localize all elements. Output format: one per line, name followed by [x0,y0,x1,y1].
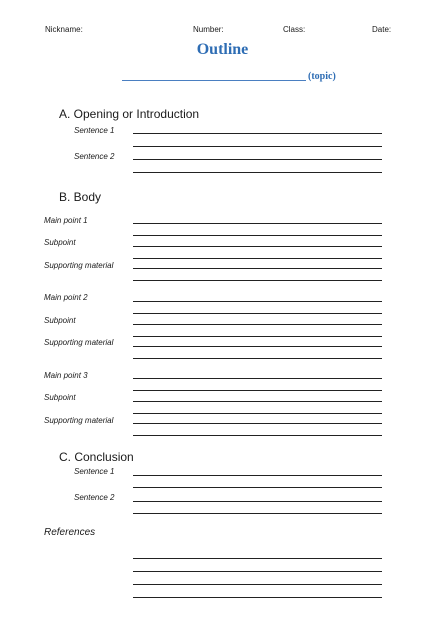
writing-line[interactable] [133,235,382,236]
subpoint-label: Subpoint [44,316,76,325]
writing-line[interactable] [133,423,382,424]
subpoint-label: Subpoint [44,393,76,402]
conclusion-sentence2-label: Sentence 2 [74,493,115,502]
writing-line[interactable] [133,301,382,302]
writing-line[interactable] [133,571,382,572]
topic-blank-line[interactable] [122,80,306,81]
writing-line[interactable] [133,401,382,402]
writing-line[interactable] [133,390,382,391]
topic-label: (topic) [308,71,336,82]
writing-line[interactable] [133,324,382,325]
page-title: Outline [196,41,249,58]
supporting-material-label: Supporting material [44,416,114,425]
writing-line[interactable] [133,487,382,488]
conclusion-sentence1-label: Sentence 1 [74,467,115,476]
number-label: Number: [193,25,224,34]
main-point-1-label: Main point 1 [44,216,88,225]
writing-line[interactable] [133,133,382,134]
writing-line[interactable] [133,597,382,598]
date-label: Date: [372,25,392,34]
writing-line[interactable] [133,413,382,414]
writing-line[interactable] [133,146,382,147]
writing-line[interactable] [133,223,382,224]
writing-line[interactable] [133,378,382,379]
opening-heading: A. Opening or Introduction [59,107,200,121]
writing-line[interactable] [133,435,382,436]
class-label: Class: [283,25,306,34]
writing-line[interactable] [133,336,382,337]
nickname-label: Nickname: [45,25,83,34]
writing-line[interactable] [133,558,382,559]
opening-sentence2-label: Sentence 2 [74,152,115,161]
writing-line[interactable] [133,346,382,347]
subpoint-label: Subpoint [44,238,76,247]
writing-line[interactable] [133,280,382,281]
writing-line[interactable] [133,475,382,476]
writing-line[interactable] [133,358,382,359]
writing-line[interactable] [133,313,382,314]
writing-line[interactable] [133,172,382,173]
main-point-3-label: Main point 3 [44,371,88,380]
writing-line[interactable] [133,159,382,160]
main-point-2-label: Main point 2 [44,293,88,302]
writing-line[interactable] [133,258,382,259]
references-heading: References [44,527,96,538]
supporting-material-label: Supporting material [44,261,114,270]
writing-line[interactable] [133,246,382,247]
opening-sentence1-label: Sentence 1 [74,126,115,135]
writing-line[interactable] [133,584,382,585]
conclusion-heading: C. Conclusion [59,450,134,464]
writing-line[interactable] [133,268,382,269]
supporting-material-label: Supporting material [44,338,114,347]
body-heading: B. Body [59,190,102,204]
writing-line[interactable] [133,513,382,514]
writing-line[interactable] [133,501,382,502]
